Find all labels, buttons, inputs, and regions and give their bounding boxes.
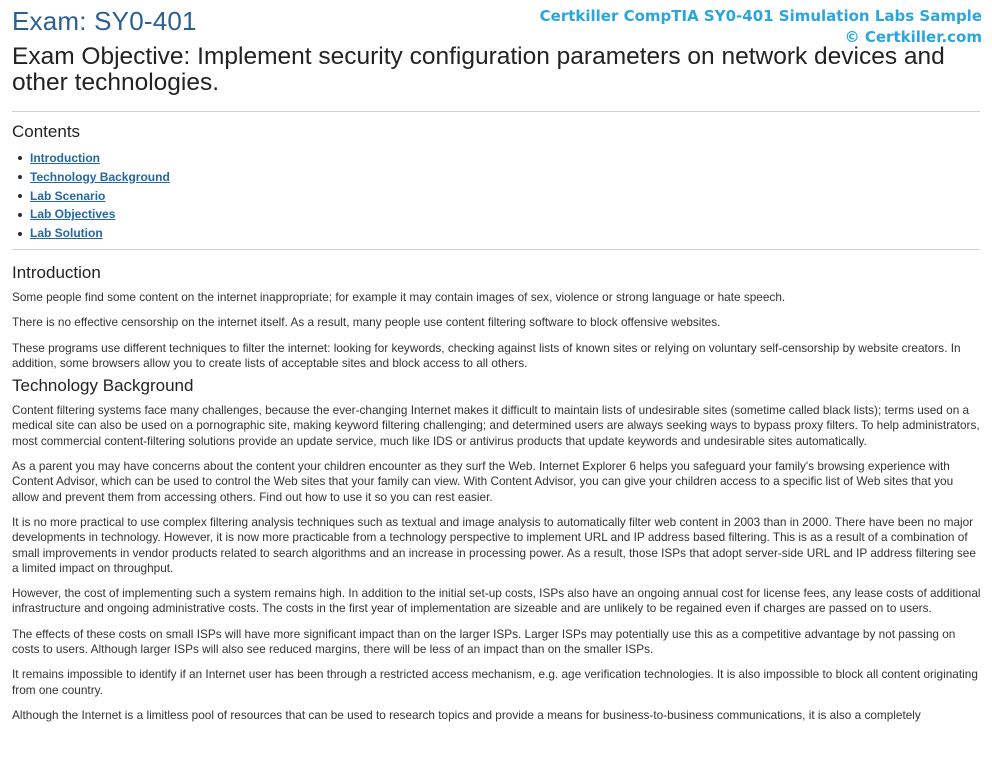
divider: [12, 111, 980, 112]
paragraph: It is no more practical to use complex filtering analysis techniques such as textual and image analysis to automatically filter web content in 2003 than in 2000. There have been no major developments in technology. However, it is now more practicable from a technology perspective to implement URL and IP address based filtering. This is as a result of a combination of small improvements in vendor products related to search algorithms and an increase in processing power. As a result, those ISPs that adopt server-side URL and IP address filtering see a limited impact on throughput.: [12, 514, 976, 575]
bullet-icon: [18, 194, 22, 198]
watermark: [540, 6, 982, 48]
table-of-contents: [18, 149, 170, 243]
toc-item: [18, 205, 170, 224]
bullet-icon: [18, 213, 22, 217]
paragraph: As a parent you may have concerns about the content your children encounter as they surf the Web. Internet Explorer 6 helps you safeguard your family's browsing experience with Content Advisor, which can be used to control the Web sites that your family can view. With Content Advisor, you can give your children access to a specific list of Web sites that you allow and prevent them from accessing others. Find out how to use it so you can rest easier.: [12, 459, 954, 504]
paragraph: However, the cost of implementing such a system remains high. In addition to the initial set-up costs, ISPs also have an ongoing annual cost for license fees, any lease costs of additional infrastructure and ongoing administrative costs. The costs in the first year of implementation are sizeable and are unlikely to be regained even if charges are passed on to users.: [12, 586, 981, 616]
main-content: [12, 258, 982, 733]
technology-background-heading: Technology Background: [12, 376, 194, 396]
toc-link-lab-solution[interactable]: Lab Solution: [30, 226, 103, 241]
paragraph: It remains impossible to identify if an Internet user has been through a restricted access mechanism, e.g. age verification technologies. It is also impossible to block all content originating from one country.: [12, 667, 978, 697]
toc-link-technology-background[interactable]: Technology Background: [30, 169, 170, 184]
bullet-icon: [18, 232, 22, 236]
introduction-heading: Introduction: [12, 263, 101, 282]
exam-title: Exam: SY0-401: [12, 6, 197, 36]
paragraph: These programs use different techniques to filter the internet: looking for keywords, checking against lists of known sites or relying on voluntary self-censorship by website creators. In addition, some browsers allow you to create lists of acceptable sites and block access to all others.: [12, 340, 961, 370]
divider: [12, 249, 980, 250]
toc-link-lab-scenario[interactable]: Lab Scenario: [30, 188, 106, 203]
watermark-line-1: Certkiller CompTIA SY0-401 Simulation Labs Sample: [539, 7, 982, 25]
exam-objective: Exam Objective: Implement security configuration parameters on network devices and other technologies.: [12, 43, 945, 96]
paragraph: Some people find some content on the internet inappropriate; for example it may contain images of sex, violence or strong language or hate speech.: [12, 290, 786, 304]
toc-item: [18, 168, 170, 187]
paragraph: Although the Internet is a limitless pool of resources that can be used to research topics and provide a means for business-to-business communications, it is also a completely: [12, 707, 921, 722]
bullet-icon: [18, 175, 22, 179]
toc-link-lab-objectives[interactable]: Lab Objectives: [30, 207, 116, 222]
paragraph: The effects of these costs on small ISPs will have more significant impact than on the larger ISPs. Larger ISPs may potentially use this as a competitive advantage by not passing on costs to users. Although larger ISPs will also see reduced margins, there will be less of an impact than on the smaller ISPs.: [12, 626, 956, 657]
watermark-line-2: © Certkiller.com: [844, 28, 982, 46]
bullet-icon: [18, 156, 22, 160]
toc-item: [18, 224, 170, 243]
toc-link-introduction[interactable]: Introduction: [30, 151, 100, 165]
toc-item: [18, 187, 170, 206]
paragraph: Content filtering systems face many challenges, because the ever-changing Internet makes it difficult to maintain lists of undesirable sites (sometime called black lists); terms used on a medical site can also be used on a pornographic site, making keyword filtering challenging; and determined users are always seeking ways to bypass proxy filters. To help administrators, most commercial content-filtering solutions provide an update service, much like IDS or antivirus products that update keywords and undesirable sites automatically.: [12, 403, 980, 448]
toc-item: [18, 149, 170, 168]
paragraph: There is no effective censorship on the internet itself. As a result, many people use content filtering software to block offensive websites.: [12, 315, 721, 330]
contents-heading: Contents: [12, 122, 81, 141]
